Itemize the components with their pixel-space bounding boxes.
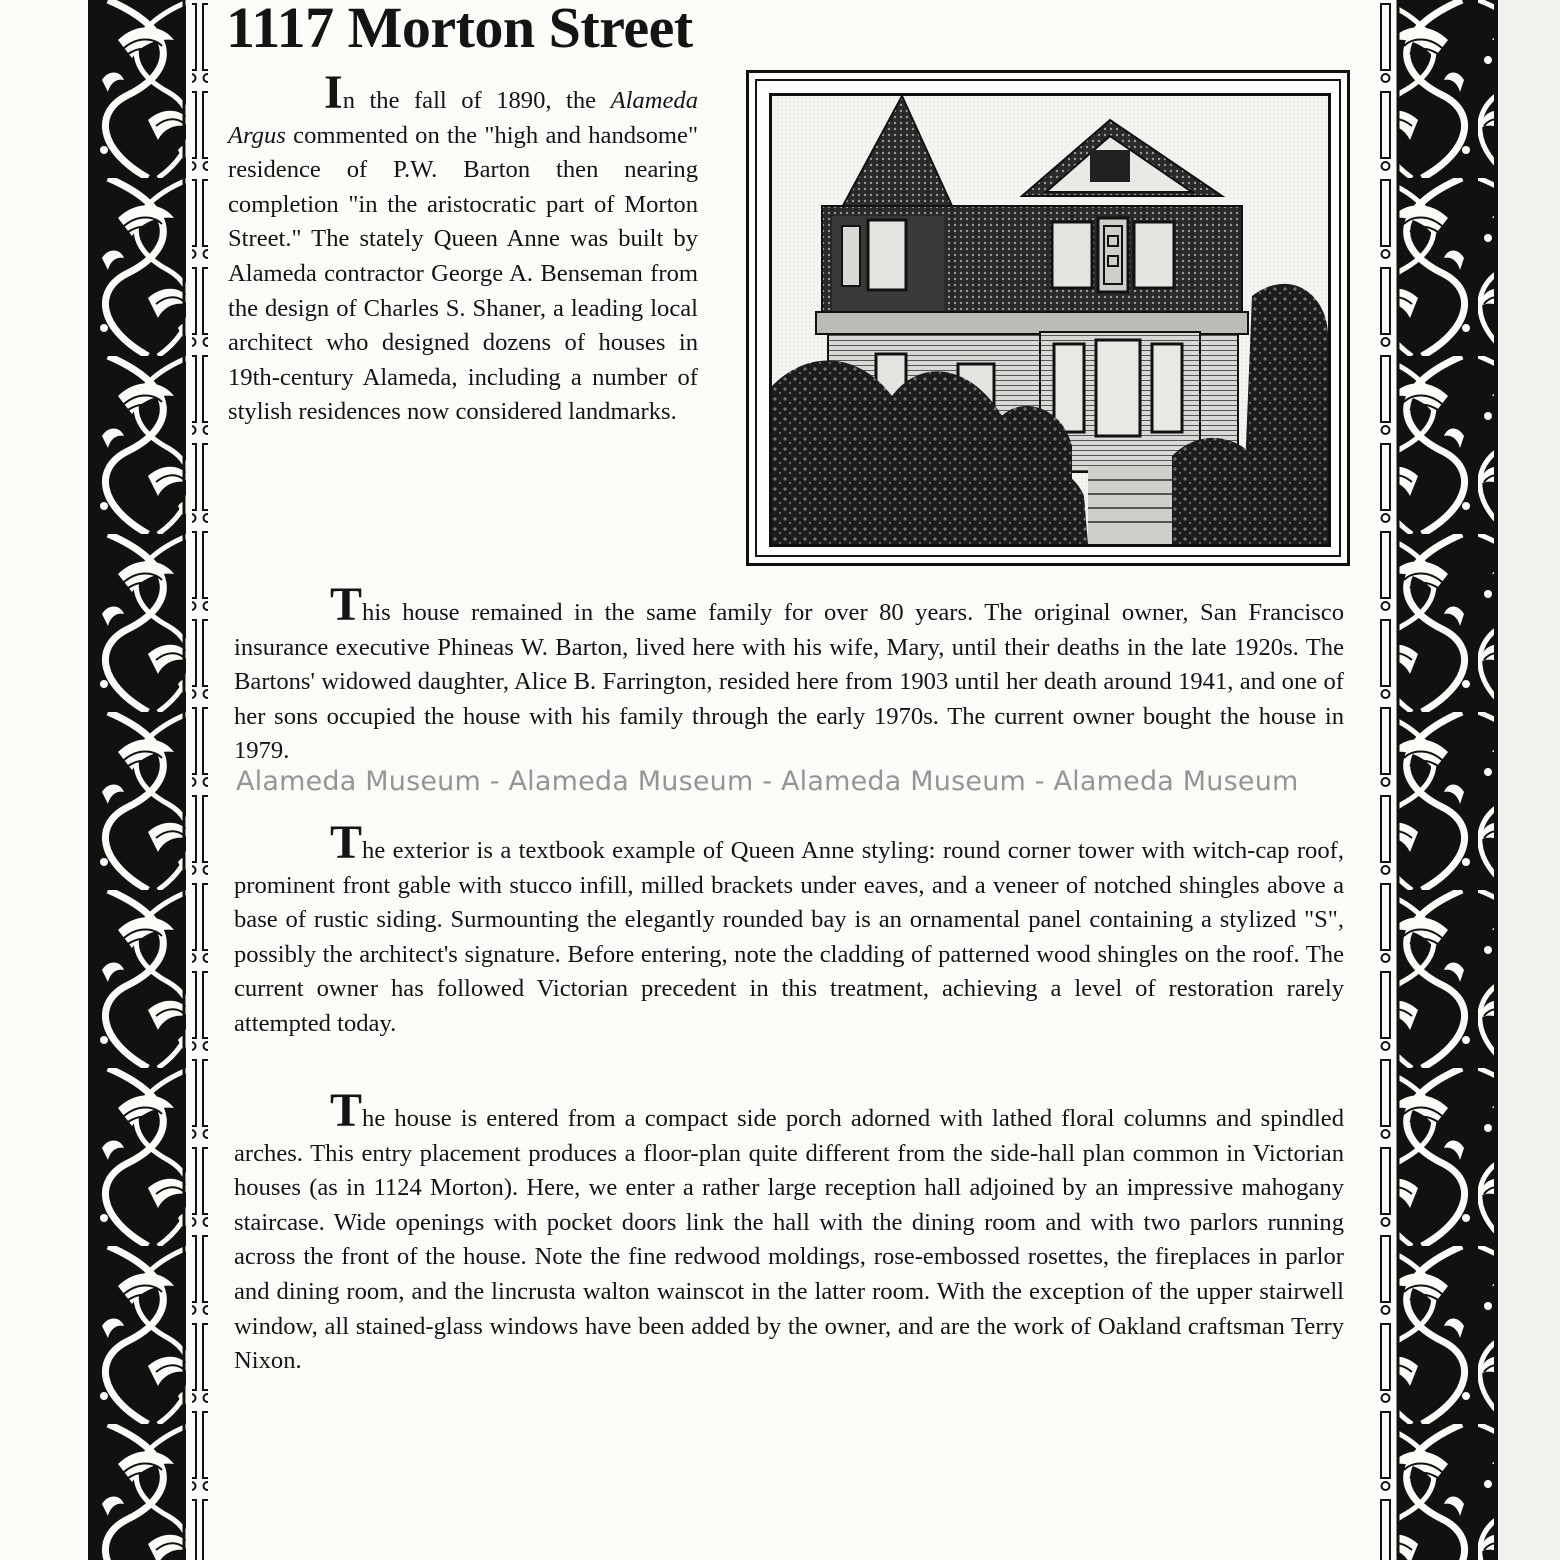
paragraph-4-dropcap: T: [330, 1084, 363, 1137]
paragraph-1-dropcap: I: [324, 66, 343, 119]
page-title: 1117 Morton Street: [226, 0, 693, 60]
paragraph-2-dropcap: T: [330, 578, 363, 631]
paragraph-3-dropcap: T: [330, 816, 363, 869]
paragraph-2-text: his house remained in the same family for over 80 years. The original owner, San Francisco insurance executive Phineas W. Barton, lived here with his wife, Mary, until their deaths in the late 1920s. The Bartons' widowed daughter, Alice B. Farrington, resided here from 1903 until her death around 1941, and one of her sons occupied the house with his family through the early 1970s. The current owner bought the house in 1979.: [234, 599, 1344, 765]
floral-vine-border-icon: [1378, 0, 1498, 1560]
paragraph-1: [228, 66, 698, 430]
paragraph-3: [234, 816, 1344, 1042]
victorian-house-illustration-icon: [772, 96, 1328, 544]
right-floral-border: [1378, 0, 1498, 1560]
paragraph-3-text: he exterior is a textbook example of Queen Anne styling: round corner tower with witch-cap roof, prominent front gable with stucco infill, milled brackets under eaves, and a veneer of notched shingles above a base of rustic siding. Surmounting the elegantly rounded bay is an ornamental panel containing a stylized "S", possibly the architect's signature. Before entering, note the cladding of patterned wood shingles on the roof. The current owner has followed Victorian precedent in this treatment, achieving a level of restoration rarely attempted today.: [234, 837, 1344, 1037]
floral-vine-border-icon: [88, 0, 212, 1560]
left-floral-border: [88, 0, 212, 1560]
page-edge: [1496, 0, 1560, 1560]
house-illustration-frame: [746, 70, 1350, 566]
paragraph-1-text: n the fall of 1890, the: [342, 87, 611, 114]
paragraph-4: [234, 1084, 1344, 1379]
paragraph-4-text: he house is entered from a compact side porch adorned with lathed floral columns and spindled arches. This entry placement produces a floor-plan quite different from the side-hall plan common in Victorian houses (as in 1124 Morton). Here, we enter a rather large reception hall adjoined by an impressive mahogany staircase. Wide openings with pocket doors link the hall with the dining room and with two parlors running across the front of the house. Note the fine redwood moldings, rose-embossed rosettes, the fireplaces in parlor and dining room, and the lincrusta walton wainscot in the latter room. With the exception of the upper stairwell window, all stained-glass windows have been added by the owner, and are the work of Oakland craftsman Terry Nixon.: [234, 1105, 1344, 1375]
newspaper-name: Alameda Argus: [228, 87, 698, 149]
paragraph-2: [234, 578, 1344, 769]
paragraph-1-text-continued: commented on the "high and handsome" residence of P.W. Barton then nearing completion "in the aristocratic part of Morton Street." The stately Queen Anne was built by Alameda contractor George A. Benseman from the design of Charles S. Shaner, a leading local architect who designed dozens of houses in 19th-century Alameda, including a number of stylish residences now considered landmarks.: [228, 121, 698, 426]
watermark: Alameda Museum - Alameda Museum - Alameda Museum - Alameda Museum: [236, 766, 1299, 797]
